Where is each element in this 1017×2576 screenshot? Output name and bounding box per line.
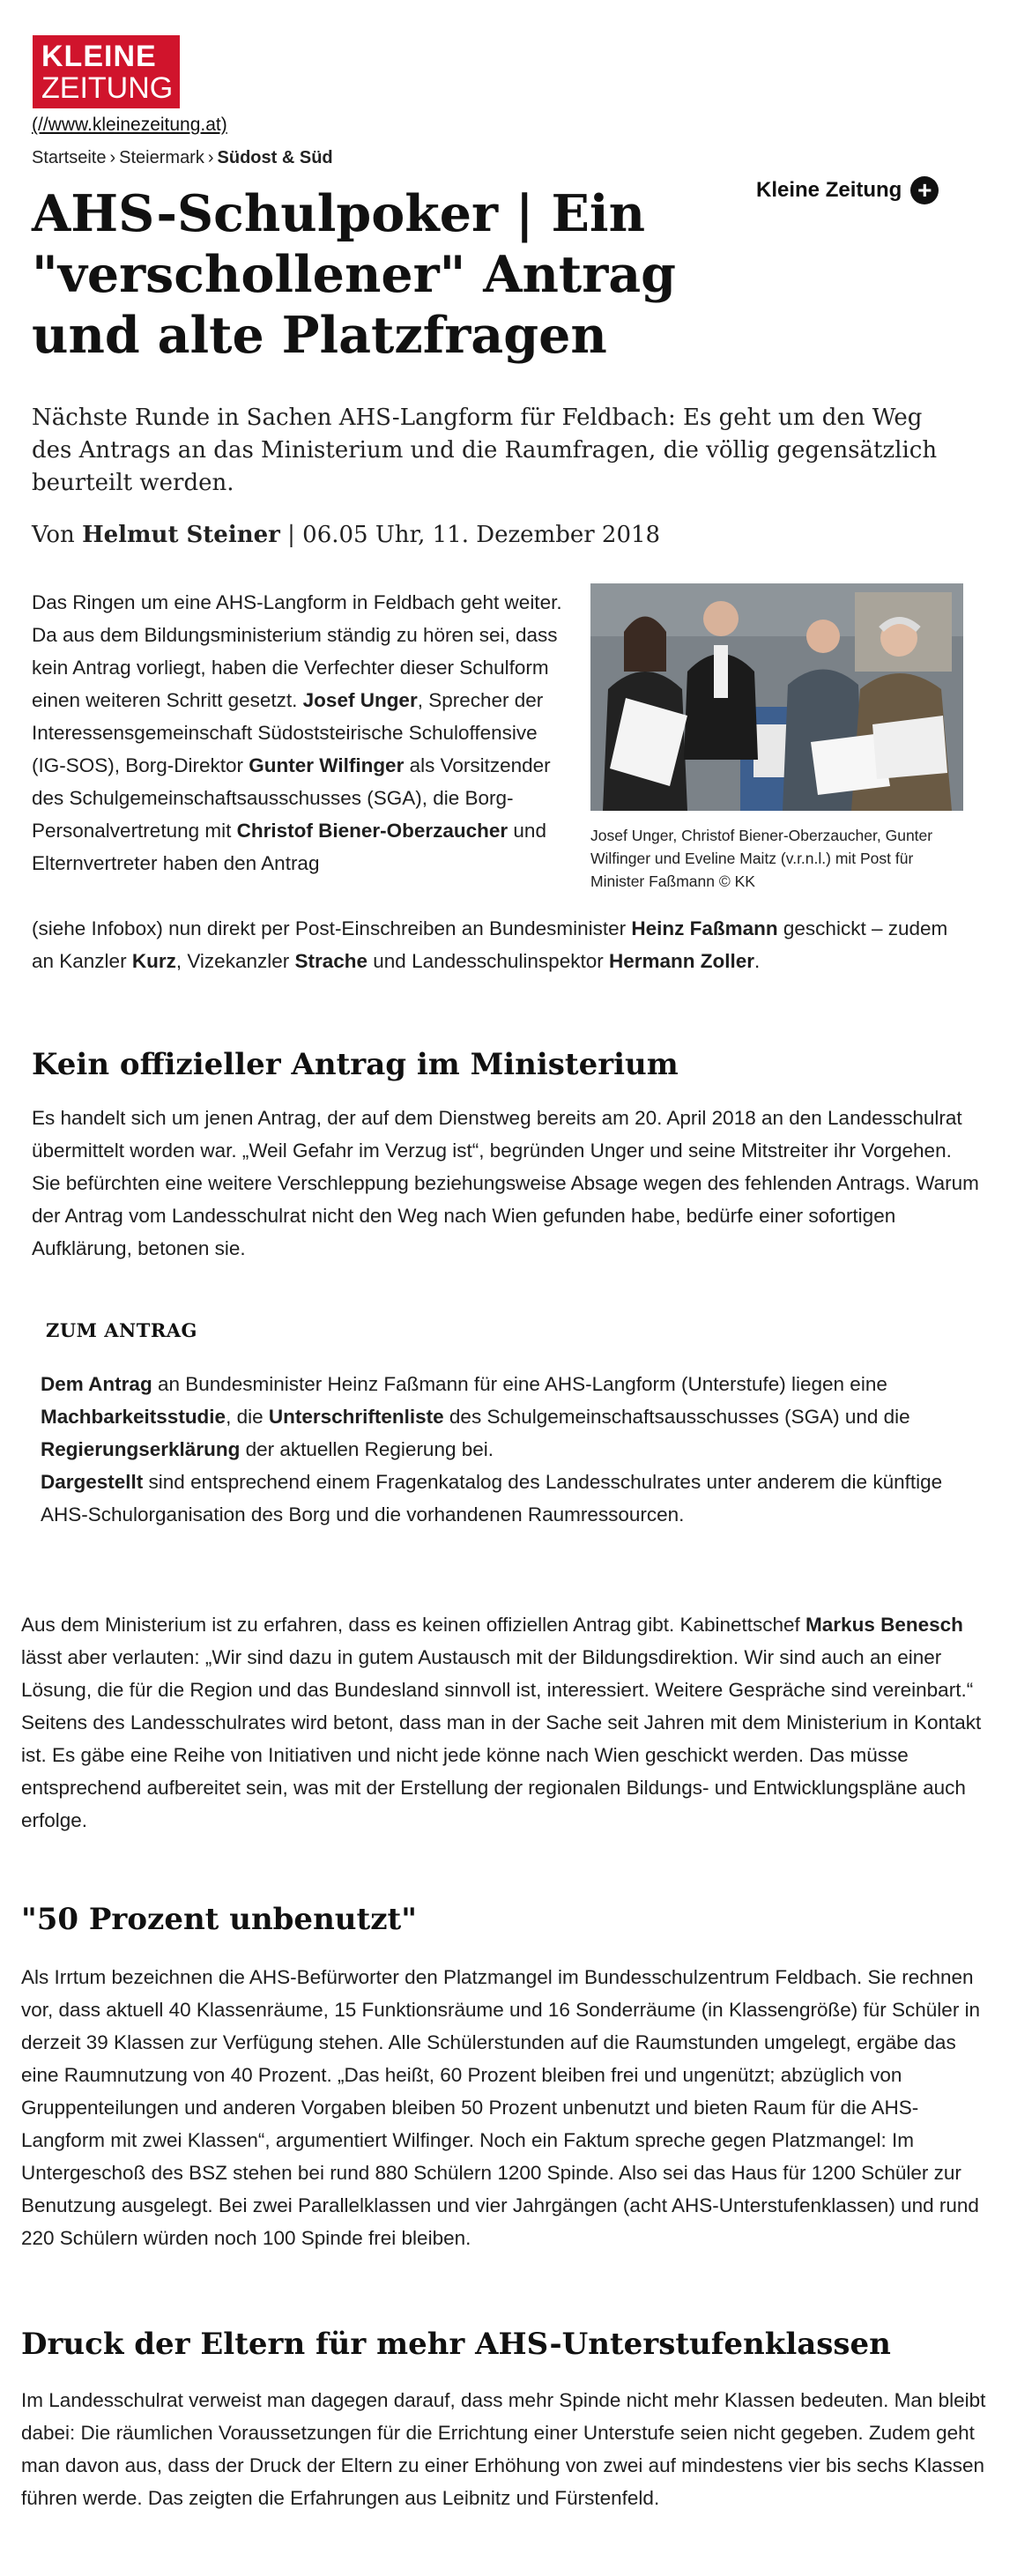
bold-name: Unterschriftenliste (268, 1406, 444, 1428)
logo-link[interactable]: (//www.kleinezeitung.at) (32, 115, 227, 135)
bold-name: Hermann Zoller (608, 950, 755, 972)
kleine-zeitung-logo[interactable] (33, 35, 180, 108)
bold-name: Kurz (131, 950, 176, 972)
infobox-content: Dem Antrag an Bundesminister Heinz Faßmann für eine AHS-Langform (Unterstufe) liegen eine Machbarkeitsstudie, die Unterschriftenliste des Schulgemeinschaftsausschusses (SGA) und die Regierungserklärung der aktuellen Regierung bei. Dargestellt sind entsprechend einem Fragenkatalog des Landesschulrates unter anderem die künftige AHS-Schulorganisation des Borg und die vorhandenen Raumressourcen. (41, 1373, 943, 1526)
plus-circle-icon: + (910, 176, 939, 204)
breadcrumb-item-startseite[interactable]: Startseite (32, 148, 107, 167)
bold-name: Dem Antrag (41, 1373, 152, 1395)
breadcrumb (32, 148, 333, 168)
article-byline (32, 522, 660, 548)
byline-prefix: Von (32, 522, 75, 548)
breadcrumb-item-current[interactable]: Südost & Süd (217, 148, 333, 167)
bold-name: Dargestellt (41, 1471, 144, 1493)
follow-label: Kleine Zeitung (756, 178, 902, 202)
paragraph-platzmangel: Als Irrtum bezeichnen die AHS-Befürworter den Platzmangel im Bundesschulzentrum Feldbach. Sie rechnen vor, dass aktuell 40 Klassenräume, 15 Funktionsräume und 16 Sonderräume (in Klassengröße) für Schüler in derzeit 39 Klassen zur Verfügung stehen. Alle Schülerstunden auf die Raumstunden umgelegt, ergäbe das eine Raumnutzung von 40 Prozent. „Das heißt, 60 Prozent bleiben frei und ungenützt; abzüglich von Gruppenteilungen und anderen Vorgaben bleiben 50 Prozent unbenutzt und bieten Raum für die AHS-Langform mit zwei Klassen“, argumentiert Wilfinger. Noch ein Faktum spreche gegen Platzmangel: Im Untergeschoß des BSZ stehen bei rund 880 Schülern 1200 Spinde. Also sei das Haus für 1200 Schüler zur Benutzung ausgelegt. Bei zwei Parallelklassen und vier Jahrgängen (acht AHS-Unterstufenklassen) und rund 220 Schülern würden noch 100 Spinde frei bleiben. (21, 1966, 981, 2249)
breadcrumb-separator: › (207, 148, 214, 167)
article-lead: Nächste Runde in Sachen AHS-Langform für Feldbach: Es geht um den Weg des Antrags an das Ministerium und die Raumfragen, die völlig gegensätzlich beurteilt werden. (32, 405, 938, 496)
bold-name: Regierungserklärung (41, 1438, 241, 1460)
author-name[interactable]: Helmut Steiner (82, 522, 280, 548)
paragraph-landesschulrat: Im Landesschulrat verweist man dagegen darauf, dass mehr Spinde nicht mehr Klassen bedeuten. Man bleibt dabei: Die räumlichen Voraussetzungen für die Errichtung einer Unterstufe seien nicht gegeben. Zudem geht man davon aus, dass der Druck der Eltern zu einer Erhöhung von zwei auf mindestens vier bis sechs Klassen führen werde. Das zeigten die Erfahrungen aus Leibnitz und Fürstenfeld. (21, 2389, 986, 2509)
breadcrumb-item-steiermark[interactable]: Steiermark (119, 148, 204, 167)
bold-name: Heinz Faßmann (631, 917, 778, 939)
subheading-kein-antrag: Kein offizieller Antrag im Ministerium (32, 1047, 679, 1082)
infobox-title: ZUM ANTRAG (46, 1319, 197, 1341)
follow-button[interactable] (756, 176, 939, 204)
subheading-druck-der-eltern: Druck der Eltern für mehr AHS-Unterstufenklassen (21, 2327, 891, 2362)
paragraph-antrag: Es handelt sich um jenen Antrag, der auf dem Dienstweg bereits am 20. April 2018 an den Landesschulrat übermittelt worden war. „Weil Gefahr im Verzug ist“, begründen Unger und seine Mitstreiter ihr Vorgehen. Sie befürchten eine weitere Verschleppung beziehungsweise Absage wegen des fehlenden Antrags. Warum der Antrag vom Landesschulrat nicht den Weg nach Wien gefunden habe, bedürfe einer sofortigen Aufklärung, betonen sie. (32, 1107, 979, 1259)
bold-name: Josef Unger (302, 689, 418, 711)
photo-caption: Josef Unger, Christof Biener-Oberzaucher, Gunter Wilfinger und Eveline Maitz (v.r.n.l.) mit Post für Minister Faßmann © KK (590, 827, 933, 890)
breadcrumb-separator: › (109, 148, 116, 167)
bold-name: Gunter Wilfinger (249, 754, 405, 776)
paragraph-intro-continued: (siehe Infobox) nun direkt per Post-Einschreiben an Bundesminister Heinz Faßmann geschickt – zudem an Kanzler Kurz, Vizekanzler Strache und Landesschulinspektor Hermann Zoller. (32, 917, 948, 972)
bold-name: Christof Biener-Oberzaucher (236, 820, 508, 842)
article-title: AHS-Schulpoker | Ein "verschollener" Antrag und alte Platzfragen (32, 184, 677, 365)
logo-line-2: ZEITUNG (41, 71, 174, 105)
logo-line-1: KLEINE (41, 40, 157, 73)
photo-illustration (590, 583, 963, 811)
byline-date: | 06.05 Uhr, 11. Dezember 2018 (287, 522, 661, 548)
paragraph-intro: Das Ringen um eine AHS-Langform in Feldbach geht weiter. Da aus dem Bildungsministerium ständig zu hören sei, dass kein Antrag vorliegt, haben die Verfechter dieser Schulform einen weiteren Schritt gesetzt. Josef Unger, Sprecher der Interessensgemeinschaft Südoststeirische Schuloffensive (IG-SOS), Borg-Direktor Gunter Wilfinger als Vorsitzender des Schulgemeinschaftsausschusses (SGA), die Borg-Personalvertretung mit Christof Biener-Oberzaucher und Elternvertreter haben den Antrag (32, 591, 562, 874)
article-photo[interactable] (590, 583, 963, 811)
paragraph-ministerium: Aus dem Ministerium ist zu erfahren, dass es keinen offiziellen Antrag gibt. Kabinettschef Markus Benesch lässt aber verlauten: „Wir sind dazu in gutem Austausch mit der Bildungsdirektion. Wir sind auch an einer Lösung, die für die Region und das Bundesland sinnvoll ist, interessiert. Weitere Gespräche sind vereinbart.“ Seitens des Landesschulrates wird betont, dass man in der Sache seit Jahren mit dem Ministerium in Kontakt ist. Es gäbe eine Reihe von Initiativen und nicht jede könne nach Wien geschickt werden. Das müsse entsprechend aufbereitet sein, was mit der Erstellung der regionalen Bildungs- und Entwicklungspläne auch erfolge. (21, 1614, 982, 1831)
bold-name: Machbarkeitsstudie (41, 1406, 226, 1428)
bold-name: Strache (294, 950, 368, 972)
bold-name: Markus Benesch (805, 1614, 963, 1636)
subheading-50-prozent: "50 Prozent unbenutzt" (21, 1902, 417, 1937)
